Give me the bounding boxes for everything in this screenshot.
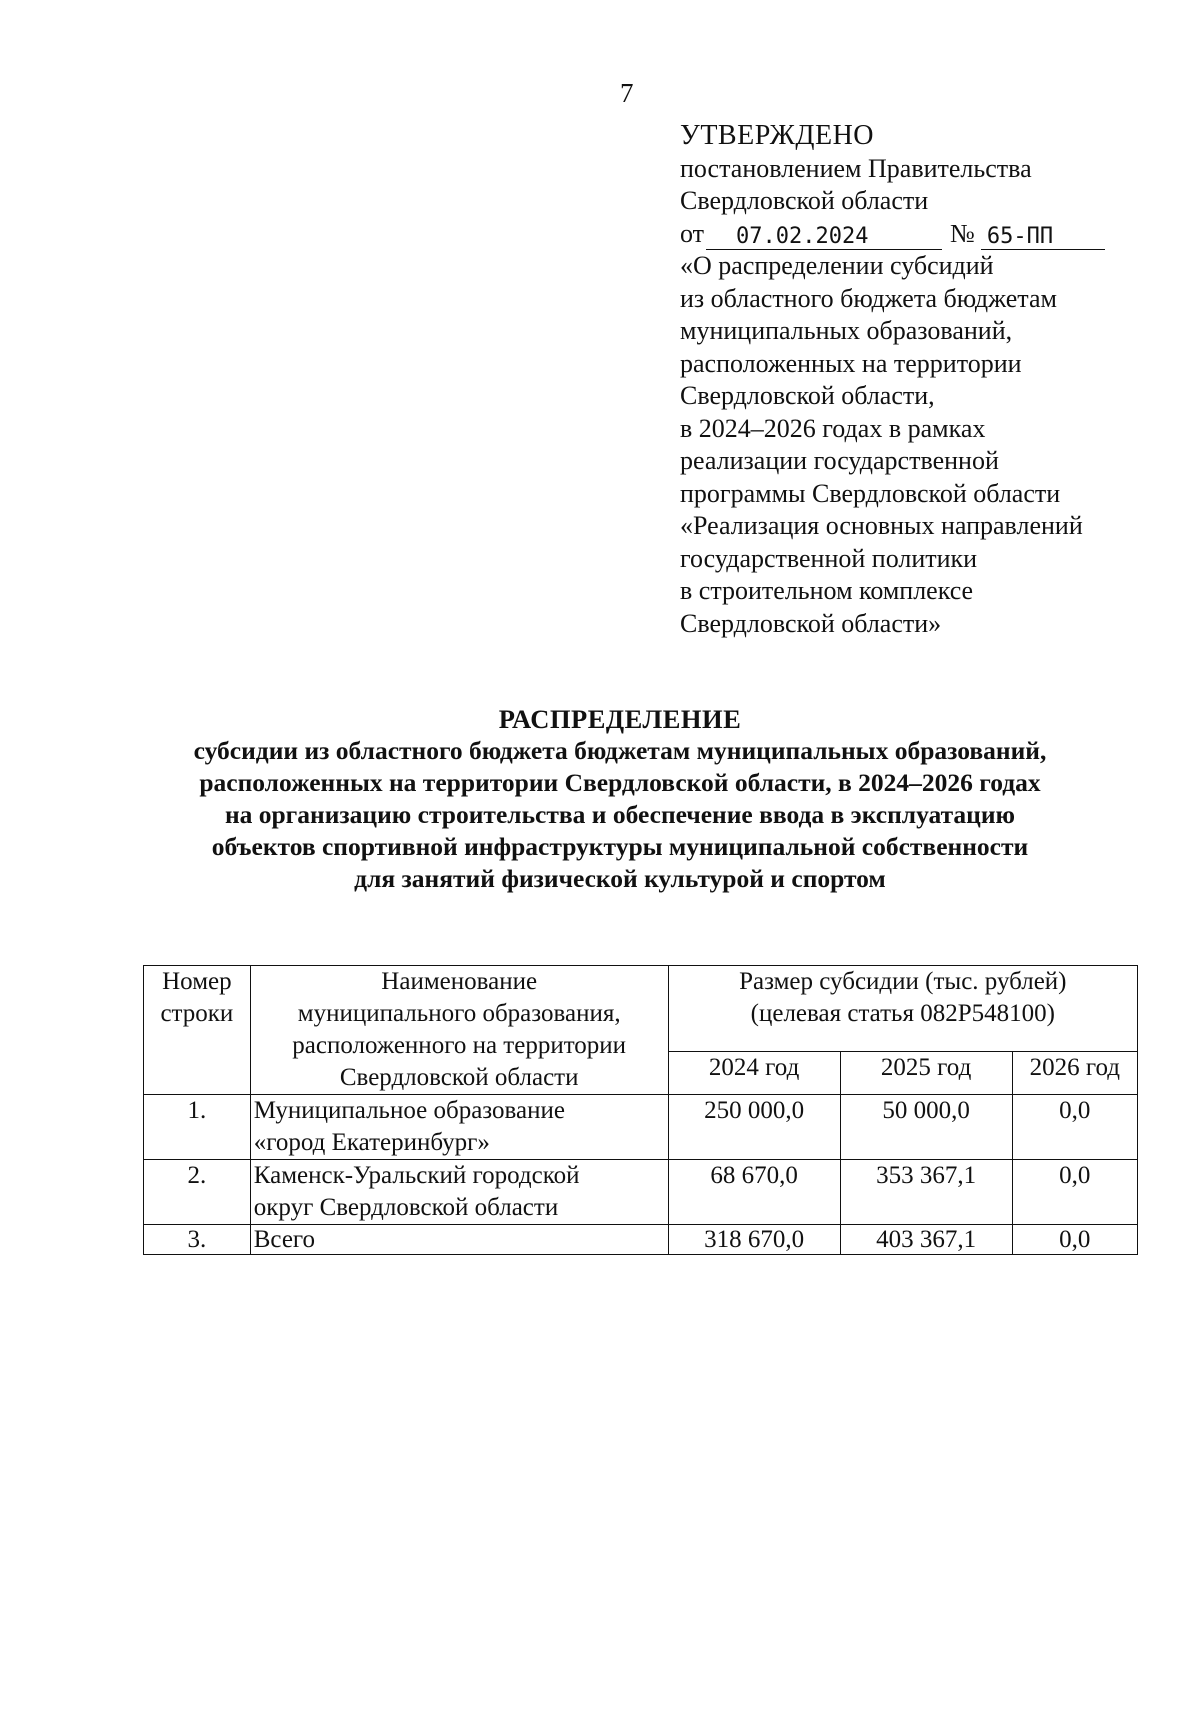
value-2024: 68 670,0 <box>668 1160 840 1225</box>
subsidy-table <box>143 965 1138 1255</box>
municipality-text: Муниципальное образование <box>253 1097 565 1124</box>
municipality-text: округ Свердловской области <box>253 1194 559 1221</box>
approval-line: муниципальных образований, <box>680 316 1013 345</box>
approval-line: расположенных на территории <box>680 348 1022 378</box>
row-municipality <box>250 1095 668 1160</box>
date-number-row <box>680 218 1150 251</box>
value-2026: 0,0 <box>1012 1160 1137 1225</box>
row-number: 1. <box>144 1095 251 1160</box>
title-line: субсидии из областного бюджета бюджетам муниципальных образований, <box>193 736 1047 765</box>
approval-line: в строительном комплексе <box>680 576 974 605</box>
header-text: Свердловской области <box>339 1064 579 1091</box>
header-year-2025: 2025 год <box>840 1051 1012 1094</box>
header-text: (целевая статья 082Р548100) <box>750 1000 1055 1027</box>
approval-line: программы Свердловской области <box>680 478 1061 508</box>
header-text: расположенного на территории <box>292 1032 627 1059</box>
municipality-text: Всего <box>253 1226 316 1253</box>
row-municipality <box>250 1160 668 1225</box>
row-number: 2. <box>144 1160 251 1225</box>
approval-line: в 2024–2026 годах в рамках <box>680 413 986 443</box>
municipality-text: «город Екатеринбург» <box>253 1129 490 1156</box>
title-line: для занятий физической культурой и спортом <box>354 864 886 893</box>
table-row-total <box>144 1225 1138 1255</box>
approval-line: Свердловской области <box>680 186 929 215</box>
value-2026: 0,0 <box>1012 1225 1137 1255</box>
table-header-row <box>144 966 1138 1052</box>
header-year-2024: 2024 год <box>668 1051 840 1094</box>
header-text: строки <box>160 1000 234 1027</box>
approval-line: «Реализация основных направлений <box>680 511 1083 540</box>
approval-line: Свердловской области» <box>680 608 942 638</box>
value-2025: 50 000,0 <box>840 1095 1012 1160</box>
value-2026: 0,0 <box>1012 1095 1137 1160</box>
title-main: РАСПРЕДЕЛЕНИЕ <box>498 704 742 734</box>
date-prefix: от <box>680 218 705 248</box>
municipality-text: Каменск-Уральский городской <box>253 1162 580 1189</box>
resolution-number: 65-ПП <box>981 224 1105 250</box>
table-row <box>144 1160 1138 1225</box>
approval-block <box>680 120 1150 640</box>
approval-line: реализации государственной <box>680 446 999 475</box>
value-2025: 403 367,1 <box>840 1225 1012 1255</box>
value-2024: 318 670,0 <box>668 1225 840 1255</box>
approval-heading: УТВЕРЖДЕНО <box>680 120 875 151</box>
approval-line: Свердловской области, <box>680 381 935 410</box>
table-row <box>144 1095 1138 1160</box>
approval-line: постановлением Правительства <box>680 153 1032 183</box>
approval-line: государственной политики <box>680 543 978 573</box>
header-row-number <box>144 966 251 1095</box>
header-text: Размер субсидии (тыс. рублей) <box>739 968 1067 995</box>
title-line: на организацию строительства и обеспечение ввода в эксплуатацию <box>224 800 1016 829</box>
document-title <box>120 703 1120 895</box>
approval-line: «О распределении субсидий <box>680 251 994 280</box>
row-municipality <box>250 1225 668 1255</box>
title-line: расположенных на территории Свердловской области, в 2024–2026 годах <box>199 768 1041 797</box>
number-sign: № <box>950 218 975 248</box>
header-text: муниципального образования, <box>297 1000 621 1027</box>
resolution-date: 07.02.2024 <box>706 224 942 250</box>
page-number: 7 <box>620 78 634 108</box>
row-number: 3. <box>144 1225 251 1255</box>
header-municipality <box>250 966 668 1095</box>
value-2025: 353 367,1 <box>840 1160 1012 1225</box>
header-year-2026: 2026 год <box>1012 1051 1137 1094</box>
header-text: Номер <box>162 968 232 995</box>
header-text: Наименование <box>381 968 538 995</box>
title-line: объектов спортивной инфраструктуры муниципальной собственности <box>211 832 1029 861</box>
header-subsidy-size <box>668 966 1137 1052</box>
approval-line: из областного бюджета бюджетам <box>680 283 1057 313</box>
value-2024: 250 000,0 <box>668 1095 840 1160</box>
